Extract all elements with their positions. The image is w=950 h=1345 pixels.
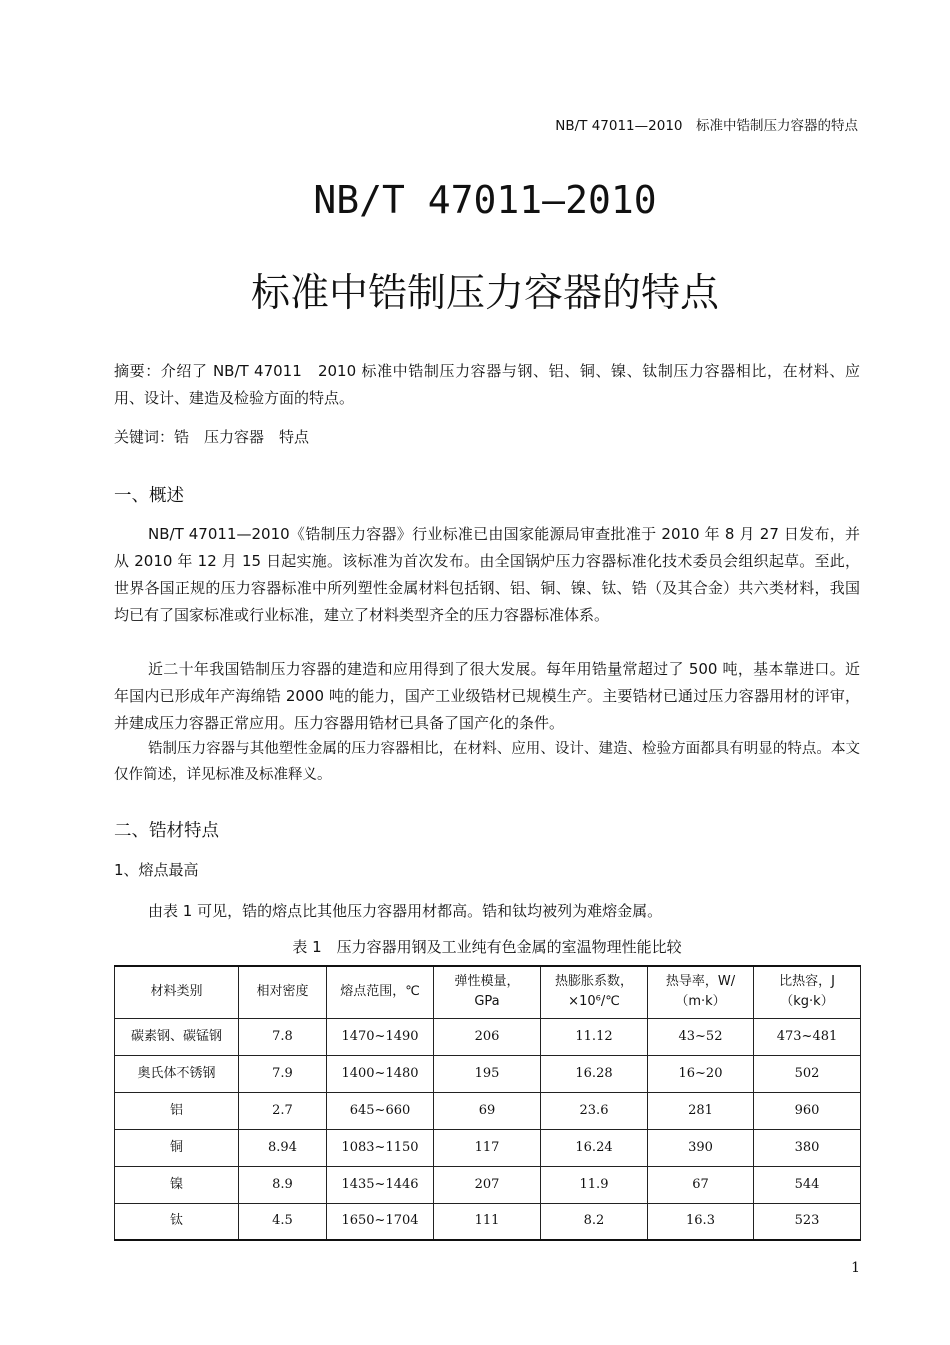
table-cell: 23.6 (541, 1092, 648, 1129)
table-cell: 16~20 (648, 1055, 754, 1092)
table-header-row (115, 966, 861, 1018)
table-cell: 380 (754, 1129, 861, 1166)
section-1-paragraph-2: 近二十年我国锆制压力容器的建造和应用得到了很大发展。每年用锆量常超过了 500 吨，基本靠进口。近年国内已形成年产海绵锆 2000 吨的能力，国产工业级锆材已规模生产。主要锆材已通过压力容器用材的评审，并建成压力容器正常应用。压力容器用锆材已具备了国产化的条件。 (114, 660, 860, 732)
table-cell: 8.9 (239, 1166, 327, 1203)
section-1-heading: 一、概述 (114, 486, 184, 506)
table-cell: 11.9 (541, 1166, 648, 1203)
properties-table (114, 965, 861, 1241)
table-cell: 16.28 (541, 1055, 648, 1092)
table-cell: 8.94 (239, 1129, 327, 1166)
table-cell: 69 (434, 1092, 541, 1129)
header-elastic-modulus: 弹性模量， GPa (434, 966, 541, 1018)
table-cell: 1650~1704 (327, 1203, 434, 1240)
header-thermal-conductivity: 热导率，W/ （m·k） (648, 966, 754, 1018)
header-melting-range: 熔点范围，℃ (327, 966, 434, 1018)
table-row (115, 1018, 861, 1055)
table-cell: 8.2 (541, 1203, 648, 1240)
table-cell: 473~481 (754, 1018, 861, 1055)
document-title-line-2: 标准中锆制压力容器的特点 (250, 271, 719, 316)
table-cell: 111 (434, 1203, 541, 1240)
table-cell: 544 (754, 1166, 861, 1203)
table-cell: 1435~1446 (327, 1166, 434, 1203)
table-row (115, 1055, 861, 1092)
table-cell: 1400~1480 (327, 1055, 434, 1092)
table-cell: 117 (434, 1129, 541, 1166)
abstract: 摘要：介绍了 NB/T 47011 2010 标准中锆制压力容器与钢、铝、铜、镍、钛制压力容器相比，在材料、应用、设计、建造及检验方面的特点。 (114, 362, 860, 407)
table-row (115, 1166, 861, 1203)
table-cell: 铝 (115, 1092, 239, 1129)
table-cell: 1083~1150 (327, 1129, 434, 1166)
section-2-heading: 二、锆材特点 (114, 821, 219, 841)
table-row (115, 1129, 861, 1166)
table-row (115, 1092, 861, 1129)
section-1-paragraph-3: 锆制压力容器与其他塑性金属的压力容器相比，在材料、应用、设计、建造、检验方面都具有明显的特点。本文仅作简述，详见标准及标准释义。 (114, 741, 860, 783)
table-cell: 11.12 (541, 1018, 648, 1055)
table-cell: 195 (434, 1055, 541, 1092)
table-cell: 16.3 (648, 1203, 754, 1240)
table-row (115, 1203, 861, 1240)
table-cell: 2.7 (239, 1092, 327, 1129)
table-cell: 645~660 (327, 1092, 434, 1129)
section-2-paragraph-1: 由表 1 可见，锆的熔点比其他压力容器用材都高。锆和钛均被列为难熔金属。 (148, 902, 663, 920)
table-cell: 67 (648, 1166, 754, 1203)
section-1-paragraph-1: NB/T 47011—2010《锆制压力容器》行业标准已由国家能源局审查批准于 2010 年 8 月 27 日发布，并从 2010 年 12 月 15 日起实施。该标准为首次发布。由全国锅炉压力容器标准化技术委员会组织起草。至此，世界各国正规的压力容器标准中所列塑性金属材料包括钢、铝、铜、镍、钛、锆（及其合金）共六类材料，我国均已有了国家标准或行业标准，建立了材料类型齐全的压力容器标准体系。 (114, 525, 860, 624)
section-2-subheading-1: 1、熔点最高 (114, 861, 199, 879)
header-material: 材料类别 (115, 966, 239, 1018)
table-cell: 7.8 (239, 1018, 327, 1055)
header-specific-heat: 比热容，J （kg·k） (754, 966, 861, 1018)
keywords: 关键词：锆 压力容器 特点 (114, 428, 310, 446)
header-thermal-expansion: 热膨胀系数， ×10⁶/℃ (541, 966, 648, 1018)
document-title-line-1: NB/T 47011—2010 (313, 178, 657, 222)
table-cell: 281 (648, 1092, 754, 1129)
page-number: 1 (851, 1260, 860, 1276)
table-cell: 钛 (115, 1203, 239, 1240)
table-cell: 502 (754, 1055, 861, 1092)
running-header: NB/T 47011—2010 标准中锆制压力容器的特点 (555, 118, 858, 134)
table-cell: 207 (434, 1166, 541, 1203)
table-cell: 镍 (115, 1166, 239, 1203)
table-caption: 表 1 压力容器用钢及工业纯有色金属的室温物理性能比较 (292, 938, 682, 956)
table-cell: 43~52 (648, 1018, 754, 1055)
table-cell: 碳素钢、碳锰钢 (115, 1018, 239, 1055)
table-cell: 390 (648, 1129, 754, 1166)
table-cell: 1470~1490 (327, 1018, 434, 1055)
table-cell: 523 (754, 1203, 861, 1240)
table-cell: 7.9 (239, 1055, 327, 1092)
table-cell: 16.24 (541, 1129, 648, 1166)
table-cell: 4.5 (239, 1203, 327, 1240)
table-cell: 奥氏体不锈钢 (115, 1055, 239, 1092)
header-density: 相对密度 (239, 966, 327, 1018)
table-cell: 铜 (115, 1129, 239, 1166)
table-cell: 206 (434, 1018, 541, 1055)
table-cell: 960 (754, 1092, 861, 1129)
